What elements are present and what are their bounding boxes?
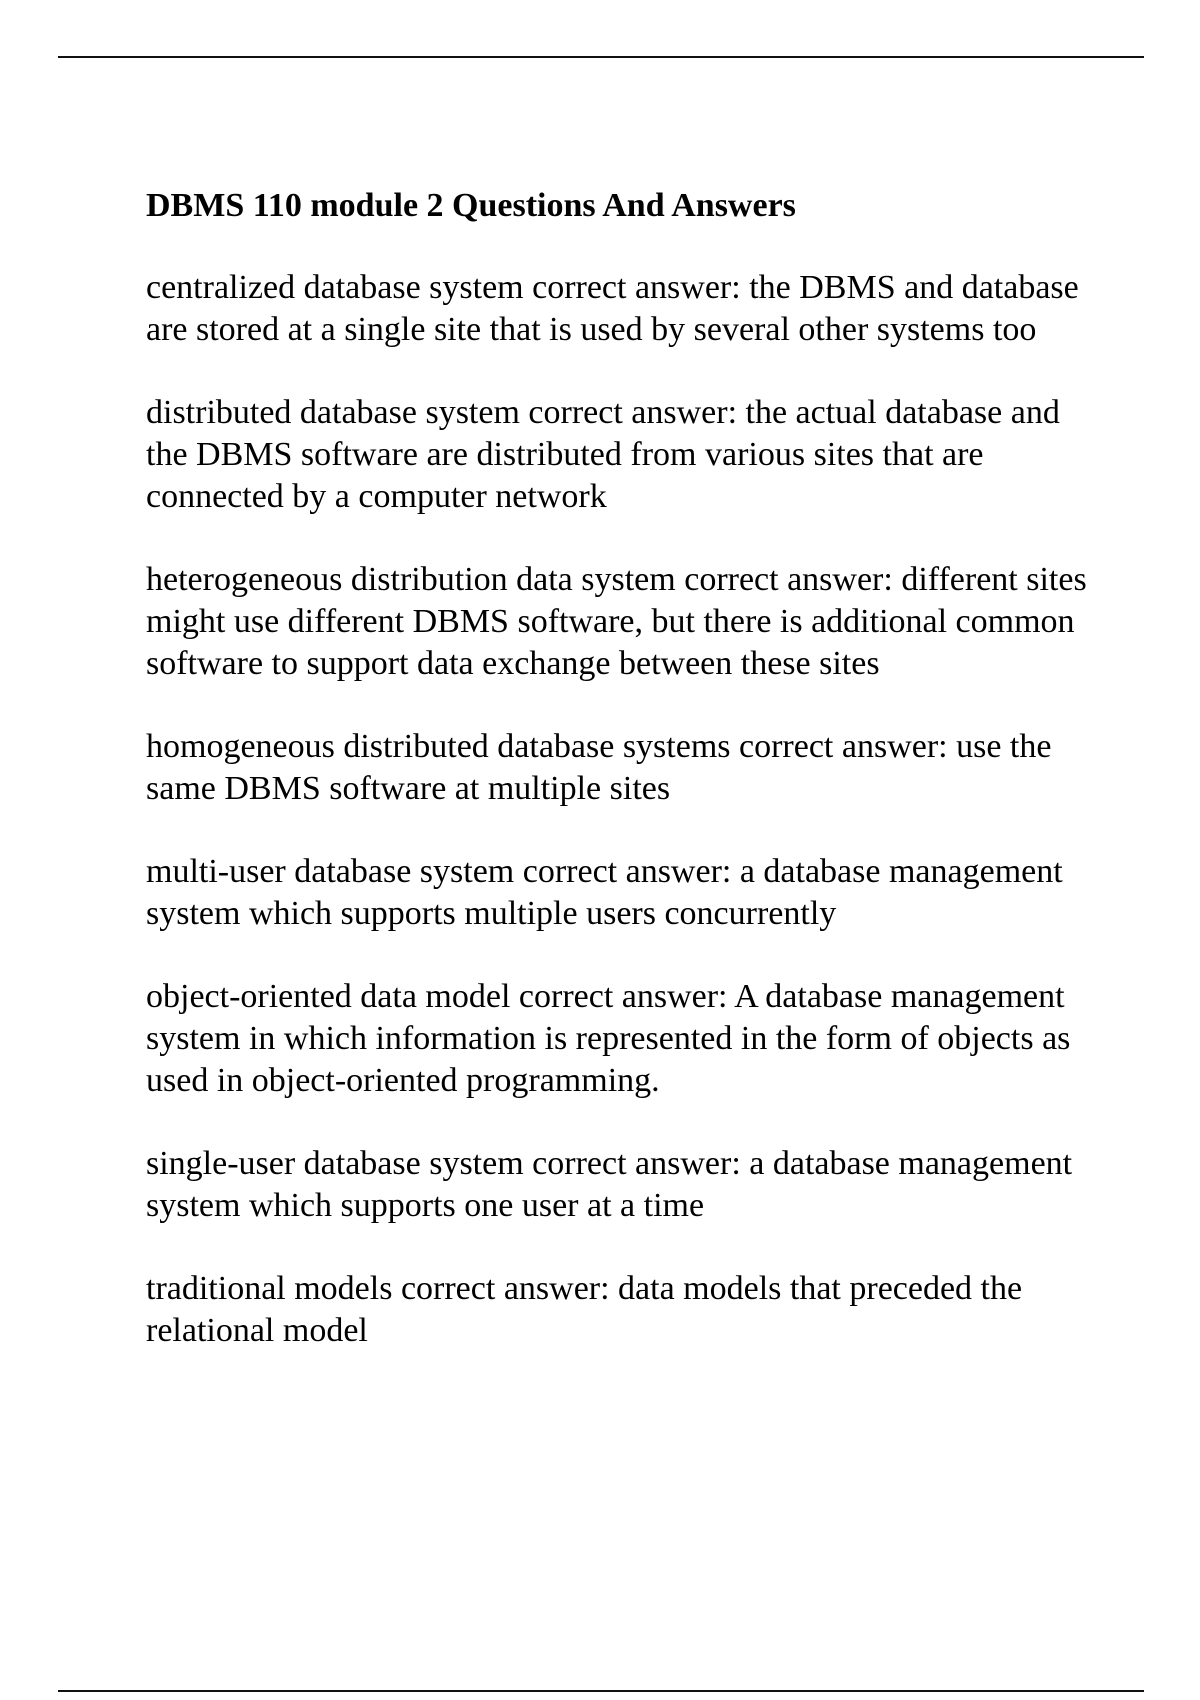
qa-entry-centralized: centralized database system correct answer: the DBMS and database are stored at a single site that is used by several other systems too <box>146 269 1079 348</box>
footer-rule <box>58 1690 1144 1692</box>
qa-entry-homogeneous: homogeneous distributed database systems correct answer: use the same DBMS software at multiple sites <box>146 728 1052 807</box>
header-rule <box>58 56 1144 58</box>
document-body <box>146 185 1106 1393</box>
qa-entry-distributed: distributed database system correct answer: the actual database and the DBMS software are distributed from various sites that are connected by a computer network <box>146 394 1060 515</box>
qa-entry-heterogeneous: heterogeneous distribution data system correct answer: different sites might use different DBMS software, but there is additional common software to support data exchange between these sites <box>146 561 1087 682</box>
qa-entry-object-oriented: object-oriented data model correct answer: A database management system in which information is represented in the form of objects as used in object-oriented programming. <box>146 978 1071 1099</box>
qa-entry-traditional-models: traditional models correct answer: data models that preceded the relational model <box>146 1270 1023 1349</box>
qa-entry-multi-user: multi-user database system correct answer: a database management system which supports multiple users concurrently <box>146 853 1063 932</box>
document-title: DBMS 110 module 2 Questions And Answers <box>146 187 796 224</box>
qa-entry-single-user: single-user database system correct answer: a database management system which supports one user at a time <box>146 1145 1073 1224</box>
